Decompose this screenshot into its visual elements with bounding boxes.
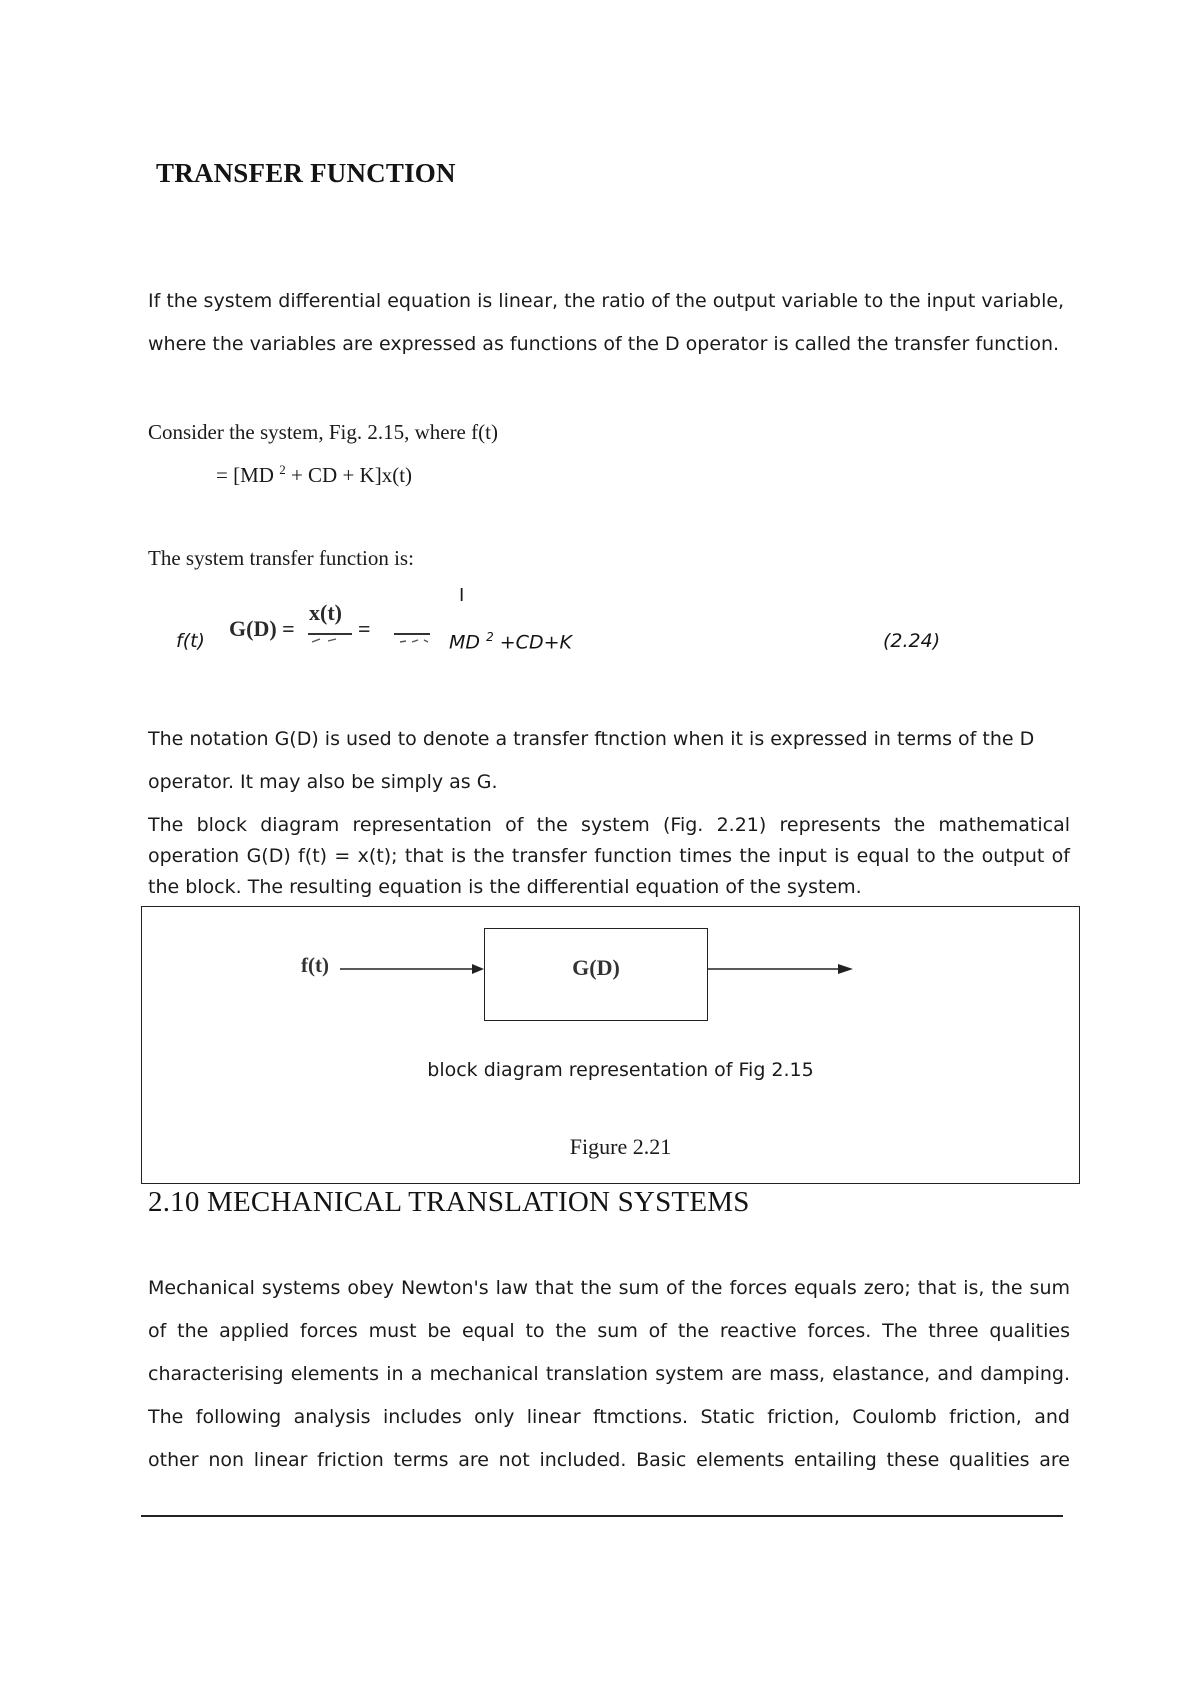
footer-rule [141,1515,1063,1517]
arrowhead [472,964,484,974]
equation-text: MD [449,631,481,654]
paragraph-line: where the variables are expressed as functions of the D operator is called the transfer function. [148,333,1060,355]
paragraph-line: The block diagram representation of the system (Fig. 2.21) represents the mathematical [148,814,1070,836]
paragraph-line: The notation G(D) is used to denote a transfer ftnction when it is expressed in terms of the D [148,728,1035,750]
input-arrow [338,962,488,976]
paragraph-line: The system transfer function is: [148,546,414,570]
equation-text: = [MD [216,463,274,487]
paragraph-line: operation G(D) f(t) = x(t); that is the transfer function times the input is equal to the output of [148,845,1070,867]
paragraph-line: The following analysis includes only linear ftmctions. Static friction, Coulomb friction, and [148,1406,1070,1428]
equation-numerator: x(t) [309,600,342,625]
paragraph-line: If the system differential equation is linear, the ratio of the output variable to the input variable, [148,290,1065,312]
equation-number: (2.24) [883,630,941,652]
equation-text: +CD+K [499,631,572,654]
paragraph-line: of the applied forces must be equal to the sum of the reactive forces. The three qualities [148,1320,1070,1342]
paragraph-line: operator. It may also be simply as G. [148,771,498,793]
equation-one: I [459,585,465,606]
equation-superscript: 2 [279,462,286,477]
transfer-block [484,928,708,1021]
paragraph-line: Mechanical systems obey Newton's law that the sum of the forces equals zero; that is, the sum [148,1277,1070,1299]
figure-caption: block diagram representation of Fig 2.15 [427,1059,814,1081]
input-label: f(t) [301,953,329,977]
equation-equals: = [358,616,371,641]
paragraph-line: Consider the system, Fig. 2.15, where f(t) [148,420,498,444]
equation-line [216,462,412,488]
paragraph-line: the block. The resulting equation is the differential equation of the system. [148,876,862,898]
figure-number: Figure 2.21 [569,1134,672,1159]
page-title: TRANSFER FUNCTION [156,158,456,188]
paragraph-line: other non linear friction terms are not included. Basic elements entailing these qualities are [148,1449,1070,1471]
figure-frame [141,906,1080,1184]
section-heading: 2.10 MECHANICAL TRANSLATION SYSTEMS [148,1186,750,1218]
equation-text: + CD + K]x(t) [290,463,413,487]
block-label: G(D) [572,955,620,980]
output-arrow [708,962,858,976]
paragraph-line: characterising elements in a mechanical translation system are mass, elastance, and damping. [148,1363,1070,1385]
arrowhead [838,964,853,974]
equation-denominator-left: f(t) [176,630,205,652]
equation-superscript: 2 [486,630,494,644]
equation-lhs: G(D) = [229,616,295,641]
equation-denominator-right [449,630,572,653]
